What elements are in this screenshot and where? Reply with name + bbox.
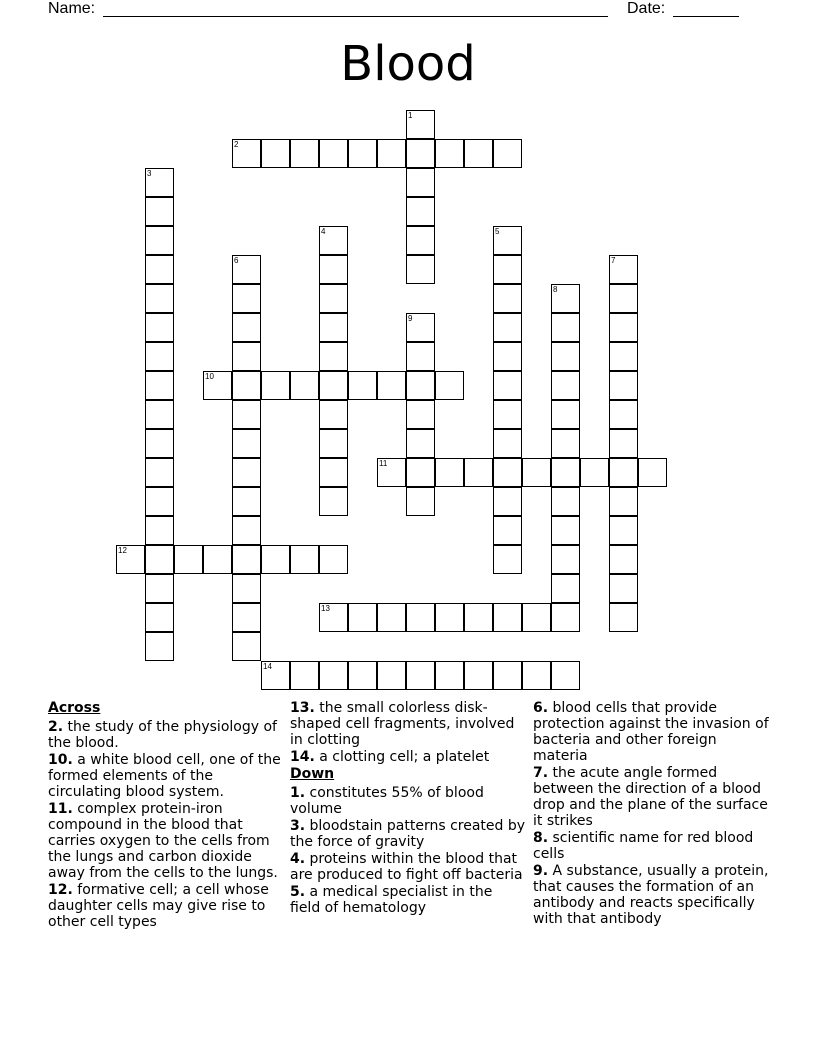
grid-cell[interactable] [232,487,261,516]
grid-cell[interactable] [609,313,638,342]
clue-text: constitutes 55% of blood volume [290,785,484,817]
grid-cell[interactable] [145,284,174,313]
grid-cell[interactable] [145,458,174,487]
clue-down-4 [290,851,526,883]
grid-cell[interactable] [522,661,551,690]
grid-cell[interactable] [261,139,290,168]
grid-cell[interactable] [609,458,638,487]
grid-cell[interactable] [406,661,435,690]
clue-across-2 [48,719,284,751]
clue-number: 4. [290,851,306,867]
grid-cell[interactable] [551,284,580,313]
clue-text: formative cell; a cell whose daughter cells may give rise to other cell types [48,882,269,930]
grid-cell[interactable] [348,371,377,400]
grid-cell[interactable] [551,400,580,429]
grid-cell[interactable] [464,603,493,632]
puzzle-title: Blood [340,36,476,92]
grid-cell[interactable] [522,603,551,632]
grid-cell[interactable] [464,661,493,690]
clue-number: 3. [290,818,306,834]
grid-cell[interactable] [406,487,435,516]
grid-cell[interactable] [174,545,203,574]
clue-across-14 [290,749,526,765]
grid-cell[interactable] [406,400,435,429]
grid-cell[interactable] [232,458,261,487]
cell-number: 2 [234,140,239,149]
clue-down-8 [533,830,769,862]
clue-down-7 [533,765,769,829]
grid-cell[interactable] [319,487,348,516]
grid-cell[interactable] [406,139,435,168]
grid-cell[interactable] [145,400,174,429]
grid-cell[interactable] [319,371,348,400]
grid-cell[interactable] [232,632,261,661]
clue-across-13 [290,700,526,748]
clue-number: 13. [290,700,315,716]
date-label: Date: [627,0,666,17]
clue-number: 9. [533,863,549,879]
grid-cell[interactable] [406,255,435,284]
clue-across-10 [48,752,284,800]
clue-text: the study of the physiology of the blood. [48,719,277,751]
clue-number: 2. [48,719,64,735]
clue-text: scientific name for red blood cells [533,830,754,862]
grid-cell[interactable] [551,342,580,371]
grid-cell[interactable] [145,255,174,284]
clue-number: 5. [290,884,306,900]
grid-cell[interactable] [319,284,348,313]
grid-cell[interactable] [493,226,522,255]
grid-cell[interactable] [232,139,261,168]
grid-cell[interactable] [377,139,406,168]
grid-cell[interactable] [290,545,319,574]
grid-cell[interactable] [261,545,290,574]
clue-text: the acute angle formed between the direction of a blood drop and the plane of the surface it strikes [533,765,768,829]
grid-cell[interactable] [551,545,580,574]
across-heading: Across [48,700,101,716]
clue-number: 1. [290,785,306,801]
grid-cell[interactable] [232,603,261,632]
grid-cell[interactable] [290,661,319,690]
clue-text: a clotting cell; a platelet [319,749,490,765]
clue-number: 11. [48,801,73,817]
grid-cell[interactable] [145,516,174,545]
grid-cell[interactable] [406,313,435,342]
cell-number: 9 [408,314,413,323]
grid-cell[interactable] [232,516,261,545]
grid-cell[interactable] [232,342,261,371]
grid-cell[interactable] [319,661,348,690]
grid-cell[interactable] [232,255,261,284]
grid-cell[interactable] [609,284,638,313]
grid-cell[interactable] [609,371,638,400]
clue-text: a white blood cell, one of the formed elements of the circulating blood system. [48,752,281,800]
grid-cell[interactable] [348,661,377,690]
grid-cell[interactable] [493,400,522,429]
grid-cell[interactable] [232,574,261,603]
grid-cell[interactable] [377,661,406,690]
clue-number: 6. [533,700,549,716]
clue-text: a medical specialist in the field of hematology [290,884,493,916]
clue-down-6 [533,700,769,764]
grid-cell[interactable] [435,371,464,400]
grid-cell[interactable] [493,429,522,458]
down-heading: Down [290,766,335,782]
grid-cell[interactable] [319,226,348,255]
grid-cell[interactable] [493,661,522,690]
grid-cell[interactable] [406,110,435,139]
clue-number: 10. [48,752,73,768]
grid-cell[interactable] [377,371,406,400]
grid-cell[interactable] [145,371,174,400]
grid-cell[interactable] [203,371,232,400]
grid-cell[interactable] [232,284,261,313]
clue-text: blood cells that provide protection against the invasion of bacteria and other foreign materia [533,700,769,764]
grid-cell[interactable] [551,661,580,690]
grid-cell[interactable] [348,139,377,168]
grid-cell[interactable] [609,487,638,516]
grid-cell[interactable] [406,371,435,400]
grid-cell[interactable] [435,139,464,168]
cell-number: 5 [495,227,500,236]
clue-down-3 [290,818,526,850]
grid-cell[interactable] [551,487,580,516]
clue-down-1 [290,785,526,817]
grid-cell[interactable] [551,516,580,545]
grid-cell[interactable] [609,603,638,632]
grid-cell[interactable] [493,458,522,487]
cell-number: 12 [118,546,127,555]
grid-cell[interactable] [406,458,435,487]
cell-number: 1 [408,111,413,120]
grid-cell[interactable] [145,545,174,574]
grid-cell[interactable] [319,400,348,429]
clue-number: 8. [533,830,549,846]
grid-cell[interactable] [435,661,464,690]
cell-number: 4 [321,227,326,236]
grid-cell[interactable] [145,574,174,603]
clue-across-11 [48,801,284,881]
grid-cell[interactable] [232,429,261,458]
grid-cell[interactable] [406,197,435,226]
grid-cell[interactable] [406,168,435,197]
cell-number: 3 [147,169,152,178]
grid-cell[interactable] [609,400,638,429]
clue-column-1 [48,700,284,931]
grid-cell[interactable] [145,226,174,255]
grid-cell[interactable] [319,429,348,458]
grid-cell[interactable] [551,574,580,603]
grid-cell[interactable] [551,458,580,487]
grid-cell[interactable] [609,429,638,458]
cell-number: 8 [553,285,558,294]
grid-cell[interactable] [609,342,638,371]
clue-number: 7. [533,765,549,781]
clue-number: 12. [48,882,73,898]
grid-cell[interactable] [551,429,580,458]
clue-text: the small colorless disk-shaped cell fragments, involved in clotting [290,700,515,748]
grid-cell[interactable] [464,458,493,487]
clue-column-3 [533,700,769,928]
grid-cell[interactable] [580,458,609,487]
grid-cell[interactable] [145,632,174,661]
grid-cell[interactable] [406,429,435,458]
grid-cell[interactable] [551,313,580,342]
grid-cell[interactable] [261,371,290,400]
grid-cell[interactable] [116,545,145,574]
grid-cell[interactable] [319,139,348,168]
grid-cell[interactable] [145,603,174,632]
grid-cell[interactable] [609,545,638,574]
clue-text: complex protein-iron compound in the blood that carries oxygen to the cells from the lungs and carbon dioxide away from the cells to the lungs. [48,801,278,881]
grid-cell[interactable] [551,371,580,400]
cell-number: 14 [263,662,272,671]
grid-cell[interactable] [638,458,667,487]
grid-cell[interactable] [609,574,638,603]
grid-cell[interactable] [551,603,580,632]
grid-cell[interactable] [522,458,551,487]
cell-number: 11 [379,459,388,468]
grid-cell[interactable] [319,342,348,371]
grid-cell[interactable] [319,313,348,342]
grid-cell[interactable] [377,603,406,632]
clue-number: 14. [290,749,315,765]
grid-cell[interactable] [493,545,522,574]
grid-cell[interactable] [609,255,638,284]
grid-cell[interactable] [435,603,464,632]
grid-cell[interactable] [493,255,522,284]
grid-cell[interactable] [290,371,319,400]
grid-cell[interactable] [232,313,261,342]
grid-cell[interactable] [609,516,638,545]
grid-cell[interactable] [232,545,261,574]
grid-cell[interactable] [406,603,435,632]
clue-text: bloodstain patterns created by the force of gravity [290,818,526,850]
grid-cell[interactable] [145,487,174,516]
grid-cell[interactable] [232,371,261,400]
cell-number: 13 [321,604,330,613]
grid-cell[interactable] [232,400,261,429]
grid-cell[interactable] [493,487,522,516]
grid-cell[interactable] [348,603,377,632]
grid-cell[interactable] [493,603,522,632]
cell-number: 6 [234,256,239,265]
grid-cell[interactable] [145,429,174,458]
grid-cell[interactable] [493,139,522,168]
grid-cell[interactable] [319,458,348,487]
grid-cell[interactable] [290,139,319,168]
grid-cell[interactable] [406,342,435,371]
grid-cell[interactable] [145,197,174,226]
clue-down-5 [290,884,526,916]
name-label: Name: [48,0,96,17]
clue-text: A substance, usually a protein, that causes the formation of an antibody and reacts specifically with that antibody [533,863,769,927]
grid-cell[interactable] [493,371,522,400]
clue-down-9 [533,863,769,927]
cell-number: 7 [611,256,616,265]
grid-cell[interactable] [145,342,174,371]
grid-cell[interactable] [406,226,435,255]
grid-cell[interactable] [145,313,174,342]
grid-cell[interactable] [203,545,232,574]
grid-cell[interactable] [435,458,464,487]
grid-cell[interactable] [377,458,406,487]
grid-cell[interactable] [319,255,348,284]
grid-cell[interactable] [319,545,348,574]
clue-across-12 [48,882,284,930]
grid-cell[interactable] [493,342,522,371]
grid-cell[interactable] [261,661,290,690]
clue-text: proteins within the blood that are produced to fight off bacteria [290,851,523,883]
grid-cell[interactable] [493,284,522,313]
grid-cell[interactable] [493,313,522,342]
grid-cell[interactable] [319,603,348,632]
grid-cell[interactable] [464,139,493,168]
cell-number: 10 [205,372,214,381]
clue-column-2 [290,700,526,917]
grid-cell[interactable] [145,168,174,197]
grid-cell[interactable] [493,516,522,545]
